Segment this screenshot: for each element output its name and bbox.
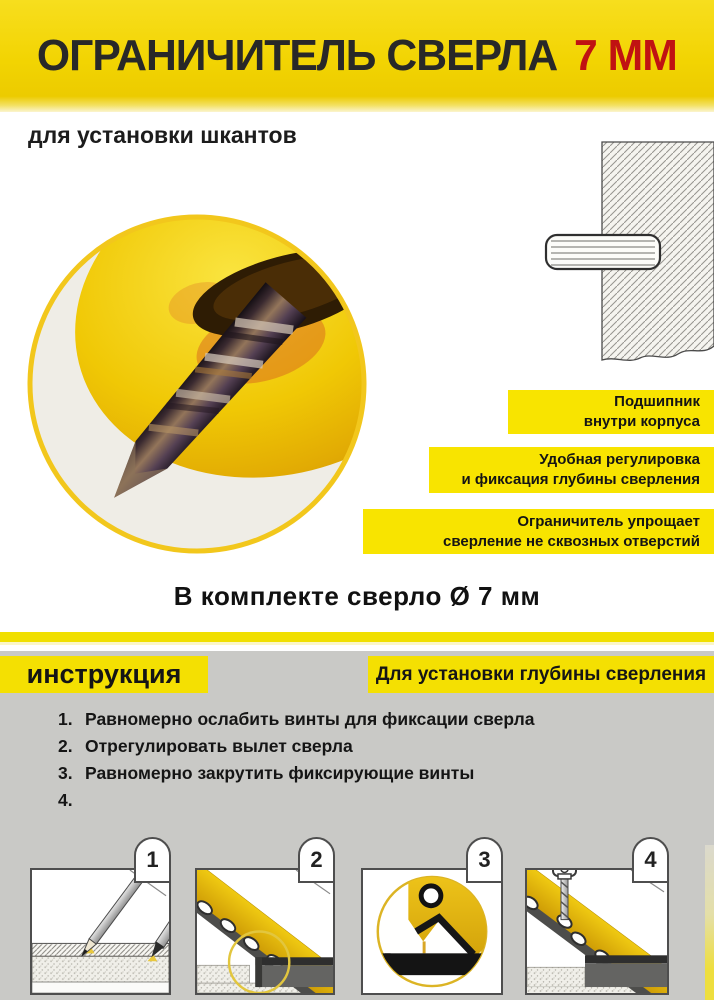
cropped-next-panel-strip — [705, 845, 714, 1000]
yellow-divider — [0, 632, 714, 645]
instruction-step — [58, 760, 688, 787]
step-1-number-badge: 1 — [134, 837, 171, 883]
step-text: Равномерно ослабить винты для фиксации сверла — [85, 709, 535, 729]
step-3-illustration — [363, 870, 501, 993]
callout-line: Подшипник — [614, 393, 700, 410]
depth-setting-heading: Для установки глубины сверления — [368, 656, 714, 693]
dowel — [546, 235, 660, 269]
product-photo — [18, 205, 376, 563]
instruction-steps — [58, 706, 688, 814]
step-number: 3. — [58, 763, 73, 783]
step-4-panel — [525, 847, 669, 995]
step-2-illustration — [197, 870, 333, 993]
step-1-panel — [30, 847, 171, 995]
step-number: 4. — [58, 790, 73, 810]
subtitle: для установки шкантов — [28, 122, 297, 148]
step-number: 2. — [58, 736, 73, 756]
callout-line: Удобная регулировка — [539, 451, 700, 468]
drill-tip-line — [423, 941, 426, 953]
step-number: 1. — [58, 709, 73, 729]
callout-blind-holes — [363, 509, 714, 554]
instruction-step — [58, 706, 688, 733]
screw-hole — [421, 886, 441, 906]
step-2-number-badge: 2 — [298, 837, 335, 883]
step-4-illustration — [527, 870, 667, 993]
callout-bearing — [508, 390, 714, 434]
callout-line: и фиксация глубины сверления — [461, 471, 700, 488]
page-title — [37, 31, 677, 81]
title-size-text: 7 ММ — [574, 31, 677, 80]
step-2-panel — [195, 847, 335, 995]
step-3-panel — [361, 847, 503, 995]
title-banner — [0, 0, 714, 112]
title-text: ОГРАНИЧИТЕЛЬ СВЕРЛА — [37, 31, 558, 80]
instruction-step — [58, 787, 688, 814]
step-text: Равномерно закрутить фиксирующие винты — [85, 763, 475, 783]
callout-adjustment — [429, 447, 714, 493]
instruction-label: инструкция — [0, 656, 208, 693]
step-text: Отрегулировать вылет сверла — [85, 736, 353, 756]
instruction-step — [58, 733, 688, 760]
step-3-number-badge: 3 — [466, 837, 503, 883]
workpiece-edge — [255, 957, 333, 965]
step-4-number-badge: 4 — [632, 837, 669, 883]
callout-line: Ограничитель упрощает — [517, 512, 700, 530]
dowel-wall-diagram — [540, 132, 714, 380]
step-1-illustration — [32, 870, 169, 993]
included-drill-line: В комплекте сверло Ø 7 мм — [173, 581, 541, 611]
callout-line: внутри корпуса — [583, 413, 700, 430]
workpiece-edge — [585, 955, 667, 963]
callout-line: сверление не сквозных отверстий — [443, 532, 700, 550]
